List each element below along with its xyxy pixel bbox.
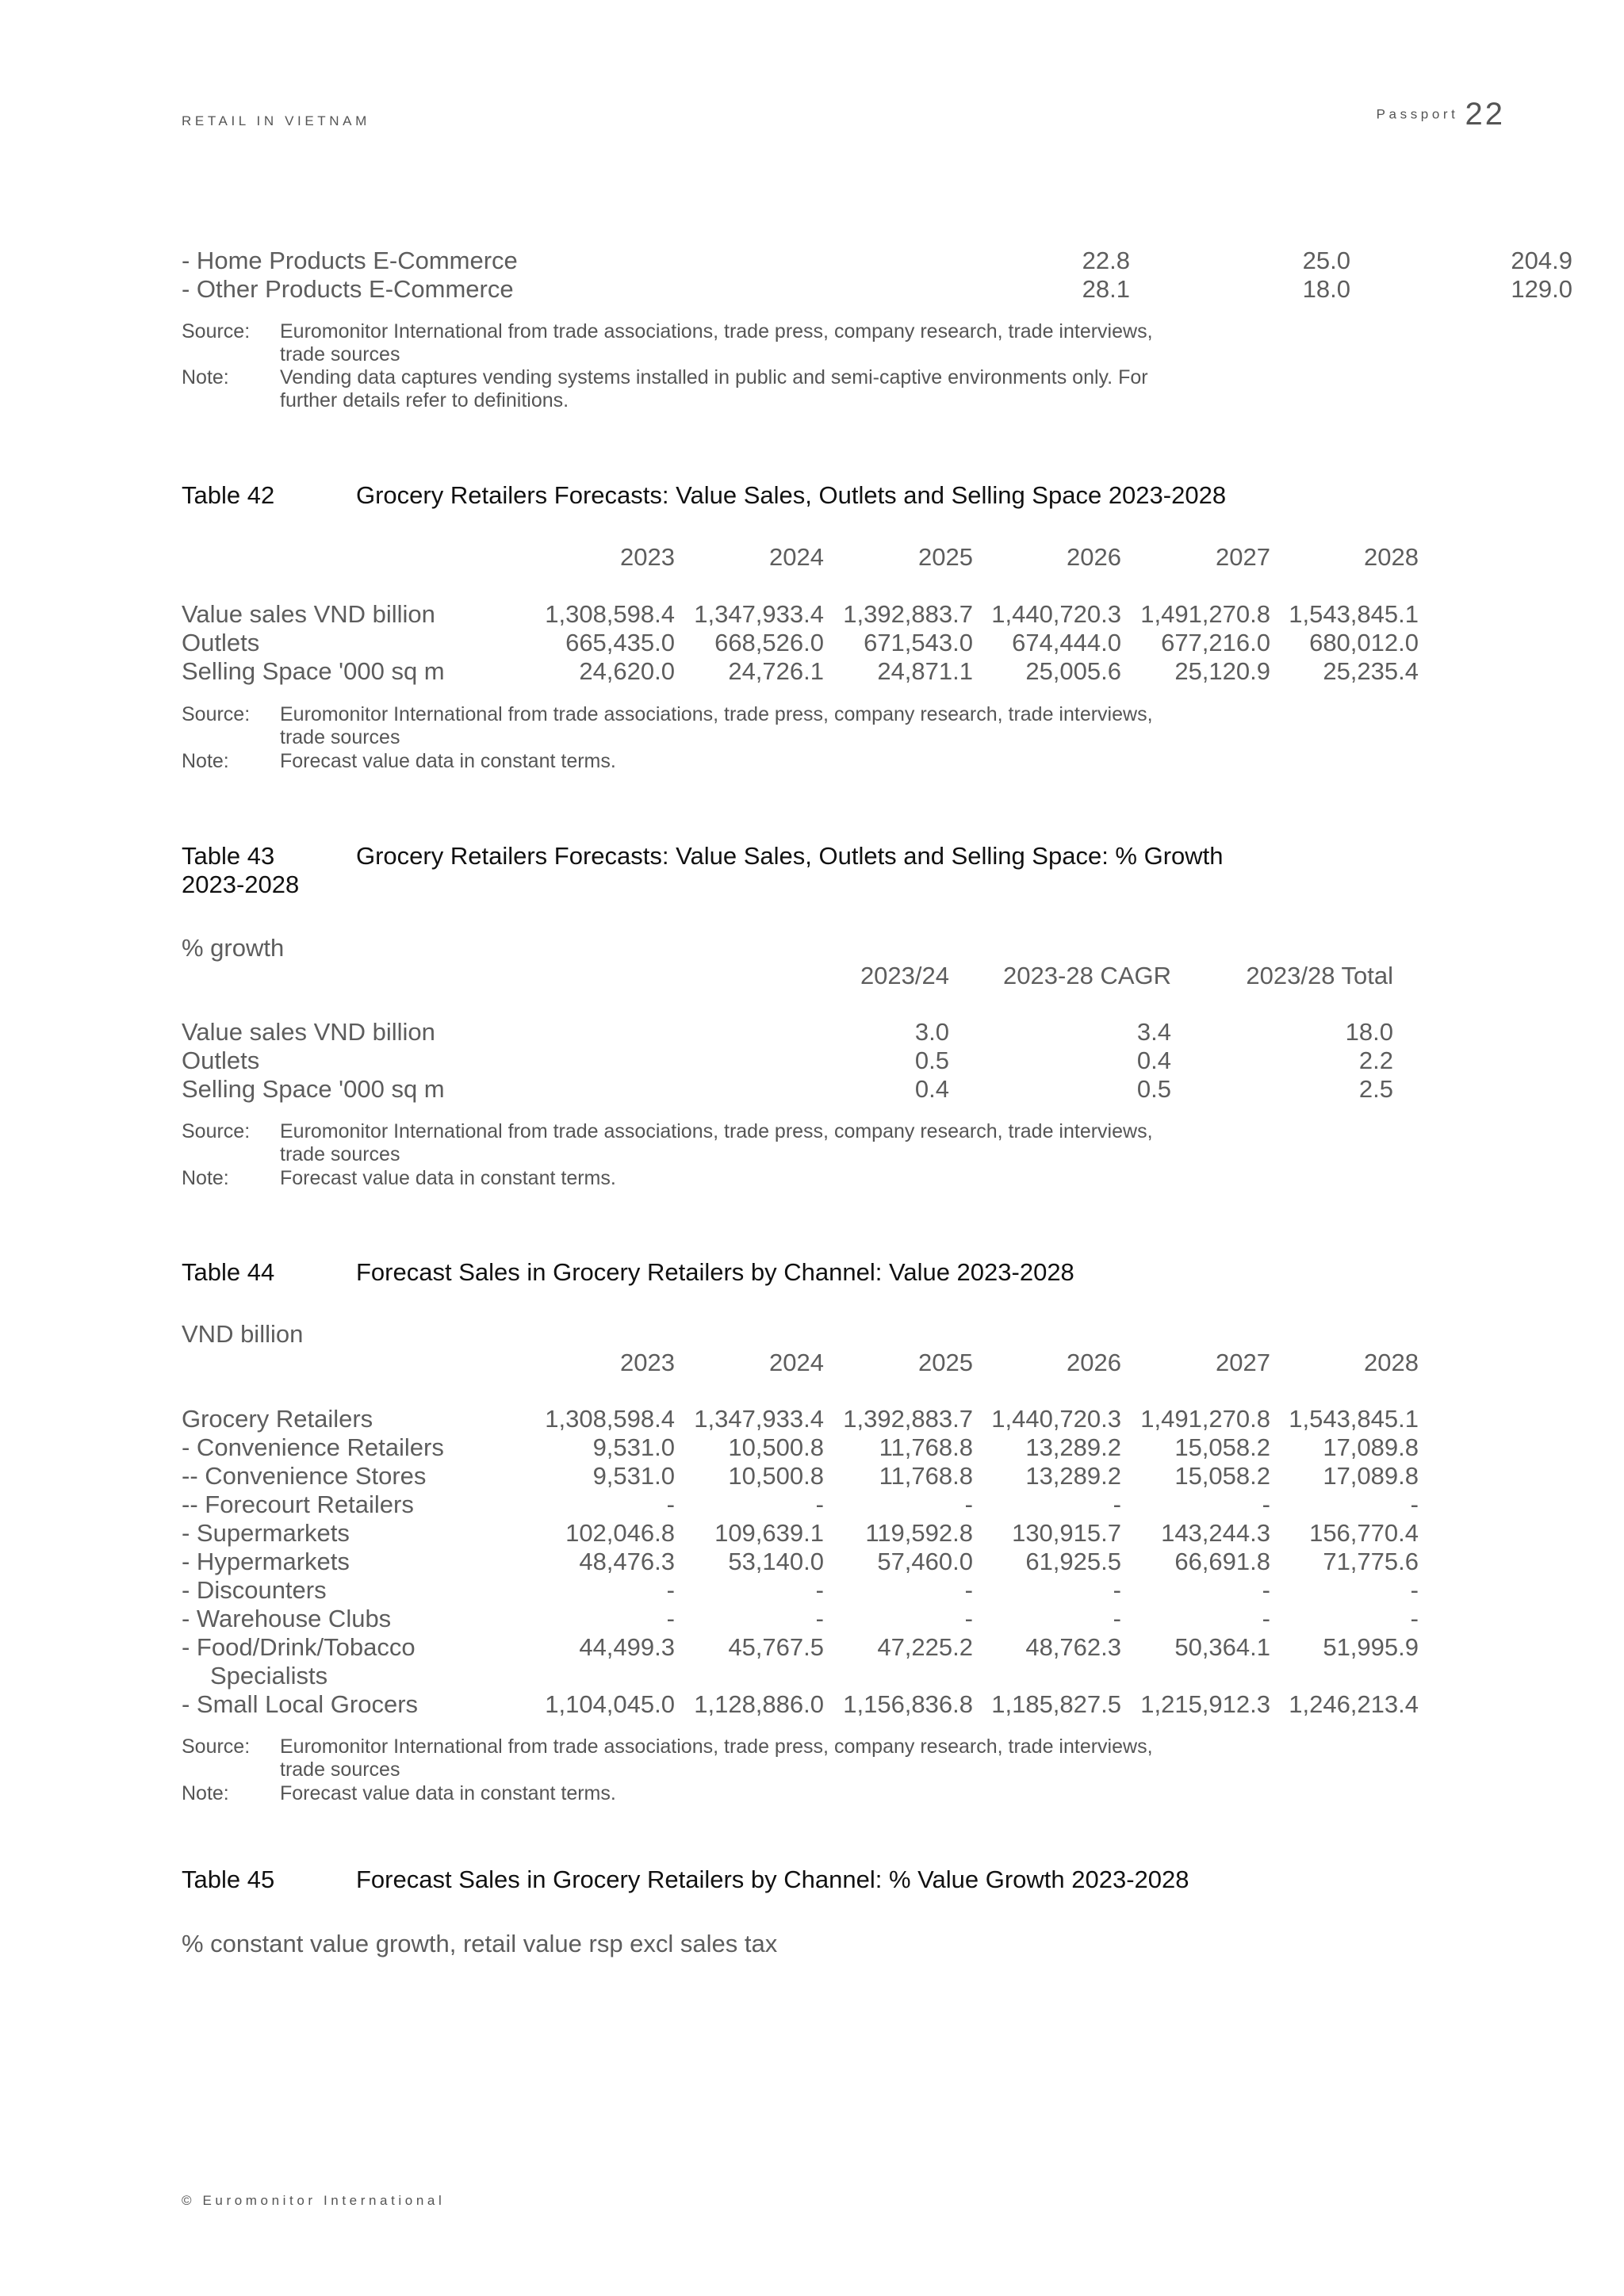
cell: 0.5 (1136, 1075, 1171, 1103)
cell: 13,289.2 (1025, 1462, 1121, 1490)
cell: 53,140.0 (728, 1548, 824, 1575)
cell: 61,925.5 (1025, 1548, 1121, 1575)
cell: 45,767.5 (728, 1633, 824, 1661)
table-title: Grocery Retailers Forecasts: Value Sales, Outlets and Selling Space: % Growth (356, 842, 1224, 870)
cell: - (666, 1576, 675, 1604)
cell: - (964, 1576, 973, 1604)
cell: 1,185,827.5 (991, 1690, 1121, 1718)
cell: 24,620.0 (579, 657, 675, 685)
cell: - (1262, 1605, 1270, 1632)
column-header: 2024 (769, 1349, 824, 1376)
cell: - (1113, 1576, 1121, 1604)
cell: 3.0 (914, 1018, 949, 1046)
cell: 1,392,883.7 (843, 600, 973, 628)
cell: - (666, 1605, 675, 1632)
cell: 143,244.3 (1161, 1519, 1270, 1547)
cell: 18.0 (1302, 275, 1350, 303)
column-header: 2028 (1364, 543, 1419, 571)
cell: 71,775.6 (1323, 1548, 1419, 1575)
column-header: 2023/28 Total (1246, 962, 1393, 989)
row-label: Value sales VND billion (182, 1018, 435, 1046)
report-title: RETAIL IN VIETNAM (182, 113, 370, 128)
cell: 25.0 (1302, 247, 1350, 274)
row-label: Outlets (182, 629, 260, 656)
row-label: - Convenience Retailers (182, 1433, 444, 1461)
cell: 9,531.0 (592, 1462, 675, 1490)
table-title: Forecast Sales in Grocery Retailers by Channel: Value 2023-2028 (356, 1258, 1074, 1286)
cell: 129.0 (1511, 275, 1572, 303)
note-label: Note: (182, 366, 229, 388)
source-text: Euromonitor International from trade associations, trade press, company research, trade interviews, trade sources (280, 1120, 1153, 1165)
cell: 1,215,912.3 (1140, 1690, 1270, 1718)
cell: 48,476.3 (579, 1548, 675, 1575)
cell: 1,491,270.8 (1140, 600, 1270, 628)
cell: 1,156,836.8 (843, 1690, 973, 1718)
cell: 25,235.4 (1323, 657, 1419, 685)
cell: 1,308,598.4 (545, 1405, 675, 1433)
cell: 0.4 (914, 1075, 949, 1103)
row-label-continued: Specialists (210, 1662, 328, 1689)
brand-name: Passport (1376, 106, 1459, 122)
cell: 0.4 (1136, 1047, 1171, 1074)
cell: - (1410, 1576, 1419, 1604)
cell: - (1113, 1490, 1121, 1518)
footer-copyright: © Euromonitor International (182, 2193, 446, 2208)
cell: 10,500.8 (728, 1433, 824, 1461)
cell: - (815, 1605, 824, 1632)
cell: 11,768.8 (879, 1433, 973, 1461)
cell: 668,526.0 (714, 629, 824, 656)
cell: - (1410, 1490, 1419, 1518)
source-label: Source: (182, 1735, 251, 1758)
note-text: Forecast value data in constant terms. (280, 1167, 616, 1189)
note-text: Vending data captures vending systems installed in public and semi-captive environments only. For further details refer to definitions. (280, 366, 1148, 411)
row-label: - Small Local Grocers (182, 1690, 419, 1718)
cell: 0.5 (914, 1047, 949, 1074)
source-label: Source: (182, 320, 251, 342)
source-text: Euromonitor International from trade associations, trade press, company research, trade interviews, trade sources (280, 320, 1153, 365)
cell: 10,500.8 (728, 1462, 824, 1490)
row-label: -- Convenience Stores (182, 1462, 427, 1490)
cell: 671,543.0 (864, 629, 973, 656)
column-header: 2024 (769, 543, 824, 571)
cell: 1,392,883.7 (843, 1405, 973, 1433)
cell: 17,089.8 (1323, 1462, 1419, 1490)
column-header: 2027 (1216, 543, 1270, 571)
table-title: Grocery Retailers Forecasts: Value Sales, Outlets and Selling Space 2023-2028 (356, 481, 1227, 509)
column-header: 2028 (1364, 1349, 1419, 1376)
source-label: Source: (182, 703, 251, 725)
cell: - (1262, 1490, 1270, 1518)
row-label: - Hypermarkets (182, 1548, 350, 1575)
cell: 2.5 (1358, 1075, 1393, 1103)
column-header: 2027 (1216, 1349, 1270, 1376)
unit-label: % constant value growth, retail value rsp excl sales tax (182, 1930, 778, 1957)
cell: 24,871.1 (877, 657, 973, 685)
cell: 50,364.1 (1174, 1633, 1270, 1661)
cell: 102,046.8 (565, 1519, 675, 1547)
note-text: Forecast value data in constant terms. (280, 750, 616, 772)
table-number: Table 45 (182, 1866, 275, 1893)
cell: - (1410, 1605, 1419, 1632)
cell: 48,762.3 (1025, 1633, 1121, 1661)
cell: 1,440,720.3 (991, 600, 1121, 628)
column-header: 2026 (1067, 1349, 1121, 1376)
cell: 665,435.0 (565, 629, 675, 656)
cell: 17,089.8 (1323, 1433, 1419, 1461)
cell: 677,216.0 (1161, 629, 1270, 656)
cell: 1,543,845.1 (1289, 600, 1419, 628)
cell: 66,691.8 (1174, 1548, 1270, 1575)
table-number: Table 44 (182, 1258, 275, 1286)
cell: 2.2 (1358, 1047, 1393, 1074)
cell: - (964, 1605, 973, 1632)
column-header: 2026 (1067, 543, 1121, 571)
cell: 1,128,886.0 (694, 1690, 824, 1718)
cell: 109,639.1 (714, 1519, 824, 1547)
source-text: Euromonitor International from trade associations, trade press, company research, trade interviews, trade sources (280, 1735, 1153, 1781)
cell: 1,308,598.4 (545, 600, 675, 628)
cell: - (1113, 1605, 1121, 1632)
cell: 9,531.0 (592, 1433, 675, 1461)
row-label: - Other Products E-Commerce (182, 275, 514, 303)
note-label: Note: (182, 1167, 229, 1189)
cell: - (815, 1576, 824, 1604)
cell: 47,225.2 (877, 1633, 973, 1661)
cell: 1,491,270.8 (1140, 1405, 1270, 1433)
column-header: 2023/24 (860, 962, 949, 989)
table-number: Table 43 (182, 842, 275, 870)
page-header-right (1377, 97, 1505, 132)
cell: 18.0 (1345, 1018, 1393, 1046)
cell: - (666, 1490, 675, 1518)
cell: 204.9 (1511, 247, 1572, 274)
row-label: - Home Products E-Commerce (182, 247, 518, 274)
cell: 28.1 (1082, 275, 1130, 303)
cell: 119,592.8 (865, 1519, 973, 1547)
column-header: 2025 (918, 543, 973, 571)
source-text: Euromonitor International from trade associations, trade press, company research, trade interviews, trade sources (280, 703, 1153, 748)
cell: 22.8 (1082, 247, 1130, 274)
note-text: Forecast value data in constant terms. (280, 1782, 616, 1804)
row-label: Value sales VND billion (182, 600, 435, 628)
cell: 156,770.4 (1309, 1519, 1419, 1547)
cell: 15,058.2 (1174, 1462, 1270, 1490)
cell: 25,120.9 (1174, 657, 1270, 685)
cell: - (815, 1490, 824, 1518)
cell: 57,460.0 (877, 1548, 973, 1575)
row-label: Selling Space '000 sq m (182, 1075, 445, 1103)
row-label: - Food/Drink/Tobacco (182, 1633, 416, 1661)
cell: 3.4 (1136, 1018, 1171, 1046)
row-label: - Supermarkets (182, 1519, 350, 1547)
row-label: Selling Space '000 sq m (182, 657, 445, 685)
cell: 11,768.8 (879, 1462, 973, 1490)
table-number: Table 42 (182, 481, 275, 509)
cell: 24,726.1 (728, 657, 824, 685)
cell: 1,347,933.4 (694, 1405, 824, 1433)
cell: 1,543,845.1 (1289, 1405, 1419, 1433)
row-label: Outlets (182, 1047, 260, 1074)
source-label: Source: (182, 1120, 251, 1142)
column-header: 2023-28 CAGR (1003, 962, 1171, 989)
column-header: 2023 (620, 1349, 675, 1376)
note-label: Note: (182, 1782, 229, 1804)
cell: 674,444.0 (1012, 629, 1121, 656)
page-number: 22 (1465, 97, 1505, 132)
cell: 51,995.9 (1323, 1633, 1419, 1661)
table-title-continued: 2023-2028 (182, 871, 300, 898)
cell: 1,246,213.4 (1289, 1690, 1419, 1718)
cell: 25,005.6 (1025, 657, 1121, 685)
row-label: - Warehouse Clubs (182, 1605, 392, 1632)
row-label: Grocery Retailers (182, 1405, 373, 1433)
cell: - (964, 1490, 973, 1518)
cell: 44,499.3 (579, 1633, 675, 1661)
cell: 15,058.2 (1174, 1433, 1270, 1461)
cell: - (1262, 1576, 1270, 1604)
cell: 1,104,045.0 (545, 1690, 675, 1718)
cell: 1,347,933.4 (694, 600, 824, 628)
cell: 13,289.2 (1025, 1433, 1121, 1461)
unit-label: VND billion (182, 1320, 304, 1348)
table-title: Forecast Sales in Grocery Retailers by Channel: % Value Growth 2023-2028 (356, 1866, 1189, 1893)
row-label: - Discounters (182, 1576, 327, 1604)
cell: 1,440,720.3 (991, 1405, 1121, 1433)
column-header: 2025 (918, 1349, 973, 1376)
cell: 130,915.7 (1012, 1519, 1121, 1547)
row-label: -- Forecourt Retailers (182, 1490, 414, 1518)
cell: 680,012.0 (1309, 629, 1419, 656)
column-header: 2023 (620, 543, 675, 571)
unit-label: % growth (182, 934, 285, 962)
note-label: Note: (182, 750, 229, 772)
